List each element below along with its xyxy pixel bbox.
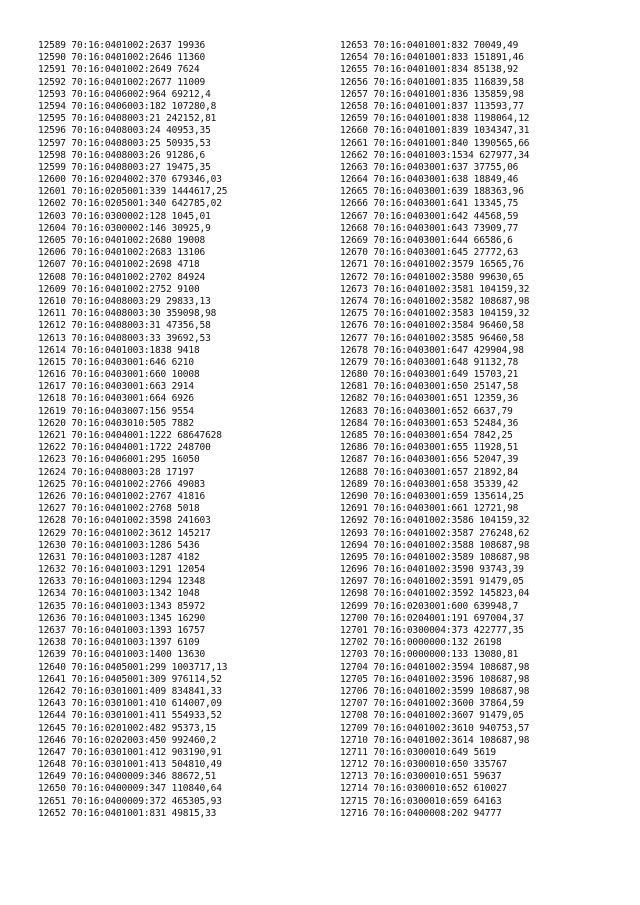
record-line: 12672 70:16:0401002:3580 99630,65 — [340, 271, 524, 283]
record-line: 12636 70:16:0401003:1345 16290 — [38, 612, 206, 624]
record-line: 12674 70:16:0401002:3582 108687,98 — [340, 295, 530, 307]
record-line: 12649 70:16:0400009:346 88672,51 — [38, 771, 217, 783]
record-line: 12682 70:16:0403001:651 12359,36 — [340, 393, 519, 405]
record-line: 12653 70:16:0401001:832 70049,49 — [340, 40, 519, 51]
record-line: 12642 70:16:0301001:409 834841,33 — [38, 685, 222, 697]
record-line: 12626 70:16:0401002:2767 41816 — [38, 490, 206, 502]
record-line: 12619 70:16:0403007:156 9554 — [38, 405, 194, 417]
record-line: 12652 70:16:0401001:831 49815,33 — [38, 807, 217, 819]
record-line: 12705 70:16:0401002:3596 108687,98 — [340, 673, 530, 685]
record-line: 12666 70:16:0403001:641 13345,75 — [340, 198, 519, 210]
record-line: 12604 70:16:0300002:146 30925,9 — [38, 222, 211, 234]
record-line: 12675 70:16:0401002:3583 104159,32 — [340, 308, 530, 320]
record-line: 12688 70:16:0403001:657 21892,84 — [340, 466, 519, 478]
record-line: 12687 70:16:0403001:656 52047,39 — [340, 454, 519, 466]
record-line: 12713 70:16:0300010:651 59637 — [340, 771, 502, 783]
record-line: 12715 70:16:0300010:659 64163 — [340, 795, 502, 807]
record-line: 12699 70:16:0203001:600 639948,7 — [340, 600, 519, 612]
record-line: 12704 70:16:0401002:3594 108687,98 — [340, 661, 530, 673]
record-line: 12597 70:16:0408003:25 50935,53 — [38, 137, 211, 149]
record-line: 12598 70:16:0408003:26 91286,6 — [38, 149, 206, 161]
record-line: 12639 70:16:0401003:1400 13630 — [38, 649, 206, 661]
record-line: 12703 70:16:0000000:133 13080,81 — [340, 649, 519, 661]
record-line: 12651 70:16:0400009:372 465305,93 — [38, 795, 222, 807]
record-line: 12640 70:16:0405001:299 1003717,13 — [38, 661, 228, 673]
record-line: 12697 70:16:0401002:3591 91479,05 — [340, 576, 524, 588]
record-line: 12589 70:16:0401002:2637 19936 — [38, 40, 206, 51]
record-line: 12602 70:16:0205001:340 642785,02 — [38, 198, 222, 210]
record-line: 12618 70:16:0403001:664 6926 — [38, 393, 194, 405]
record-line: 12644 70:16:0301001:411 554933,52 — [38, 710, 222, 722]
record-line: 12641 70:16:0405001:309 976114,52 — [38, 673, 222, 685]
record-line: 12593 70:16:0406002:964 69212,4 — [38, 88, 211, 100]
record-line: 12686 70:16:0403001:655 11928,51 — [340, 442, 519, 454]
record-line: 12711 70:16:0300010:649 5619 — [340, 746, 496, 758]
record-line: 12667 70:16:0403001:642 44568,59 — [340, 210, 519, 222]
record-line: 12655 70:16:0401001:834 85138,92 — [340, 64, 519, 76]
record-line: 12658 70:16:0401001:837 113593,77 — [340, 100, 524, 112]
record-line: 12701 70:16:0300004:373 422777,35 — [340, 625, 524, 636]
record-line: 12662 70:16:0401003:1534 627977,34 — [340, 149, 530, 161]
record-line: 12625 70:16:0401002:2766 49083 — [38, 478, 206, 490]
record-line: 12629 70:16:0401002:3612 145217 — [38, 527, 211, 539]
record-line: 12665 70:16:0403001:639 188363,96 — [340, 186, 524, 198]
record-line: 12612 70:16:0408003:31 47356,58 — [38, 320, 211, 332]
record-line: 12707 70:16:0401002:3600 37864,59 — [340, 698, 524, 710]
record-line: 12708 70:16:0401002:3607 91479,05 — [340, 710, 524, 722]
record-line: 12645 70:16:0201002:482 95373,15 — [38, 722, 217, 734]
record-line: 12657 70:16:0401001:836 135859,98 — [340, 88, 524, 100]
record-line: 12637 70:16:0401003:1393 16757 — [38, 625, 206, 636]
record-line: 12656 70:16:0401001:835 116839,58 — [340, 76, 524, 88]
record-line: 12615 70:16:0403001:646 6210 — [38, 356, 194, 368]
record-line: 12606 70:16:0401002:2683 13106 — [38, 247, 206, 259]
record-line: 12692 70:16:0401002:3586 104159,32 — [340, 515, 530, 527]
left-column — [38, 40, 328, 820]
record-line: 12630 70:16:0401003:1286 5436 — [38, 539, 200, 551]
record-line: 12617 70:16:0403001:663 2914 — [38, 381, 194, 393]
record-line: 12685 70:16:0403001:654 7842,25 — [340, 430, 513, 441]
record-line: 12594 70:16:0406003:182 107280,8 — [38, 100, 217, 112]
record-line: 12632 70:16:0401003:1291 12054 — [38, 564, 206, 576]
record-line: 12592 70:16:0401002:2677 11009 — [38, 76, 206, 88]
record-line: 12601 70:16:0205001:339 1444617,25 — [38, 186, 228, 198]
record-line: 12605 70:16:0401002:2680 19008 — [38, 235, 206, 246]
record-line: 12590 70:16:0401002:2646 11360 — [38, 52, 206, 64]
record-line: 12648 70:16:0301001:413 504810,49 — [38, 759, 222, 771]
record-line: 12702 70:16:0000000:132 26198 — [340, 637, 502, 649]
record-line: 12613 70:16:0408003:33 39692,53 — [38, 332, 211, 344]
record-line: 12712 70:16:0300010:650 335767 — [340, 759, 508, 771]
record-line: 12591 70:16:0401002:2649 7624 — [38, 64, 200, 76]
record-line: 12610 70:16:0408003:29 29833,13 — [38, 295, 211, 307]
record-line: 12624 70:16:0408003:28 17197 — [38, 466, 194, 478]
record-line: 12631 70:16:0401003:1287 4182 — [38, 551, 200, 563]
record-line: 12706 70:16:0401002:3599 108687,98 — [340, 685, 530, 697]
record-line: 12709 70:16:0401002:3610 940753,57 — [340, 722, 530, 734]
record-line: 12600 70:16:0204002:370 679346,03 — [38, 174, 222, 186]
record-line: 12633 70:16:0401003:1294 12348 — [38, 576, 206, 588]
record-line: 12698 70:16:0401002:3592 145823,04 — [340, 588, 530, 600]
record-line: 12596 70:16:0408003:24 40953,35 — [38, 125, 211, 137]
record-line: 12690 70:16:0403001:659 135614,25 — [340, 490, 524, 502]
record-line: 12603 70:16:0300002:128 1045,01 — [38, 210, 211, 222]
record-line: 12684 70:16:0403001:653 52484,36 — [340, 417, 519, 429]
record-line: 12710 70:16:0401002:3614 108687,98 — [340, 734, 530, 746]
record-line: 12611 70:16:0408003:30 359098,98 — [38, 308, 217, 320]
record-line: 12609 70:16:0401002:2752 9100 — [38, 283, 200, 295]
record-line: 12643 70:16:0301001:410 614007,09 — [38, 698, 222, 710]
record-line: 12693 70:16:0401002:3587 276248,62 — [340, 527, 530, 539]
record-line: 12659 70:16:0401001:838 1198064,12 — [340, 113, 530, 125]
record-line: 12694 70:16:0401002:3588 108687,98 — [340, 539, 530, 551]
record-line: 12714 70:16:0300010:652 610027 — [340, 783, 508, 795]
record-line: 12595 70:16:0408003:21 242152,81 — [38, 113, 217, 125]
record-line: 12677 70:16:0401002:3585 96460,58 — [340, 332, 524, 344]
record-line: 12627 70:16:0401002:2768 5018 — [38, 503, 200, 515]
record-line: 12616 70:16:0403001:660 10008 — [38, 369, 200, 381]
record-line: 12660 70:16:0401001:839 1034347,31 — [340, 125, 530, 137]
record-line: 12716 70:16:0400008:202 94777 — [340, 807, 502, 819]
record-line: 12696 70:16:0401002:3590 93743,39 — [340, 564, 524, 576]
record-line: 12646 70:16:0202003:450 992460,2 — [38, 734, 217, 746]
record-line: 12634 70:16:0401003:1342 1048 — [38, 588, 200, 600]
record-line: 12689 70:16:0403001:658 35339,42 — [340, 478, 519, 490]
record-line: 12679 70:16:0403001:648 91132,78 — [340, 356, 519, 368]
record-line: 12599 70:16:0408003:27 19475,35 — [38, 161, 211, 173]
record-line: 12622 70:16:0404001:1722 248700 — [38, 442, 211, 454]
record-line: 12669 70:16:0403001:644 66586,6 — [340, 235, 513, 246]
record-line: 12671 70:16:0401002:3579 16565,76 — [340, 259, 524, 271]
record-line: 12628 70:16:0401002:3598 241603 — [38, 515, 211, 527]
record-line: 12638 70:16:0401003:1397 6109 — [38, 637, 200, 649]
record-line: 12700 70:16:0204001:191 697004,37 — [340, 612, 524, 624]
record-line: 12663 70:16:0403001:637 37755,06 — [340, 161, 519, 173]
record-line: 12647 70:16:0301001:412 903190,91 — [38, 746, 222, 758]
record-line: 12673 70:16:0401002:3581 104159,32 — [340, 283, 530, 295]
record-line: 12676 70:16:0401002:3584 96460,58 — [340, 320, 524, 332]
record-line: 12680 70:16:0403001:649 15703,21 — [340, 369, 519, 381]
record-line: 12670 70:16:0403001:645 27772,63 — [340, 247, 519, 259]
record-line: 12695 70:16:0401002:3589 108687,98 — [340, 551, 530, 563]
record-line: 12683 70:16:0403001:652 6637,79 — [340, 405, 513, 417]
record-line: 12608 70:16:0401002:2702 84924 — [38, 271, 206, 283]
record-line: 12621 70:16:0404001:1222 68647628 — [38, 430, 222, 441]
record-line: 12620 70:16:0403010:505 7882 — [38, 417, 194, 429]
record-line: 12635 70:16:0401003:1343 85972 — [38, 600, 206, 612]
record-line: 12668 70:16:0403001:643 73909,77 — [340, 222, 519, 234]
record-line: 12681 70:16:0403001:650 25147,58 — [340, 381, 519, 393]
record-line: 12661 70:16:0401001:840 1390565,66 — [340, 137, 530, 149]
right-column — [340, 40, 630, 820]
record-line: 12654 70:16:0401001:833 151891,46 — [340, 52, 524, 64]
record-line: 12614 70:16:0401003:1838 9418 — [38, 344, 200, 356]
record-line: 12691 70:16:0403001:661 12721,98 — [340, 503, 519, 515]
record-line: 12650 70:16:0400009:347 110840,64 — [38, 783, 222, 795]
record-line: 12664 70:16:0403001:638 18849,46 — [340, 174, 519, 186]
record-line: 12678 70:16:0403001:647 429904,98 — [340, 344, 524, 356]
record-line: 12607 70:16:0401002:2698 4718 — [38, 259, 200, 271]
record-line: 12623 70:16:0406001:295 16050 — [38, 454, 200, 466]
